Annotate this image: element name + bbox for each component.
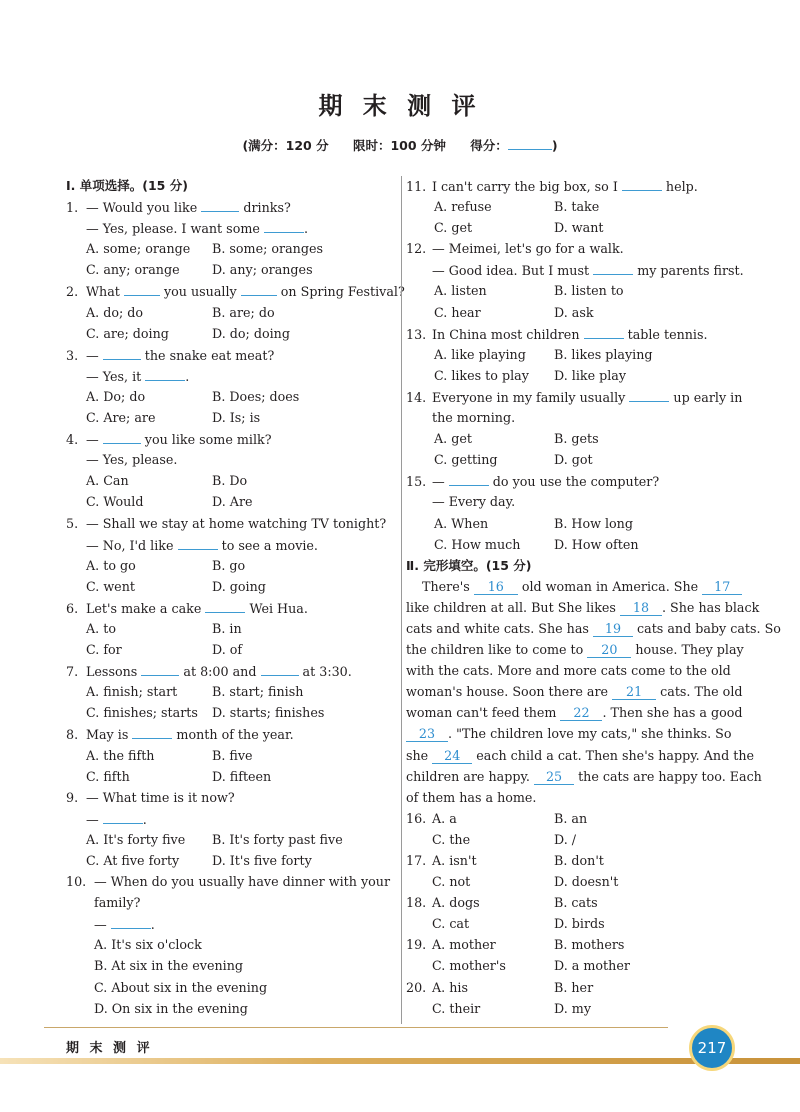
option[interactable]: A. to go xyxy=(86,557,136,573)
cloze-question-18: 18. A. dogs B. cats xyxy=(406,892,736,913)
option[interactable]: A. like playing xyxy=(434,346,526,362)
question-15: 15. — do you use the computer? xyxy=(406,470,736,491)
answer-blank[interactable] xyxy=(124,280,160,296)
option[interactable]: A. get xyxy=(434,431,472,447)
option[interactable]: C. mother's xyxy=(432,958,506,974)
footer-label: 期 末 测 评 xyxy=(66,1041,153,1056)
cloze-question-16: 16. A. a B. an xyxy=(406,808,736,829)
cloze-blank[interactable]: 24 xyxy=(432,748,472,764)
options-row xyxy=(406,534,736,555)
option[interactable]: D. birds xyxy=(554,916,605,932)
option[interactable]: C. went xyxy=(86,578,135,594)
option[interactable]: D. a mother xyxy=(554,958,630,974)
answer-blank[interactable] xyxy=(584,323,624,339)
option[interactable]: A. It's forty five xyxy=(86,831,186,847)
option[interactable]: A. dogs xyxy=(432,895,480,911)
answer-blank[interactable] xyxy=(205,597,245,613)
option[interactable]: A. some; orange xyxy=(86,241,191,257)
option[interactable]: D. any; oranges xyxy=(212,262,313,278)
answer-blank[interactable] xyxy=(141,660,179,676)
option[interactable]: A. do; do xyxy=(86,304,144,320)
options-row xyxy=(406,344,736,365)
option[interactable]: A. Do; do xyxy=(86,388,146,404)
answer-blank[interactable] xyxy=(103,808,143,824)
option[interactable]: B. Does; does xyxy=(212,388,300,404)
option[interactable]: D. got xyxy=(554,452,593,468)
question-10: 10. — When do you usually have dinner with your xyxy=(66,874,391,890)
option[interactable]: C. At five forty xyxy=(86,853,180,868)
option[interactable]: D. / xyxy=(554,831,577,847)
question-5: 5. — Shall we stay at home watching TV tonight? xyxy=(66,515,387,531)
options-row xyxy=(406,913,736,934)
option[interactable]: A. When xyxy=(434,515,489,531)
option[interactable]: C. any; orange xyxy=(86,262,180,278)
cloze-blank[interactable]: 20 xyxy=(587,642,631,658)
full-score: (满分：120 分 xyxy=(242,138,329,153)
cloze-passage: There's 16 old woman in America. She 17 like children at all. But She likes 18 . She has black cats and white cats. She has 19 cats and baby cats. So the children like to come to 20 house. They play with the cats. More and more cats come to the old woman's house. Soon there are 21 cats. The old woman can't feed them 22 . Then she has a good 23 . "The children love my cats," she thinks. So she 24 each child a cat. Then she's happy. And the children are happy. 25 the cats are happy too. Each of them has a home. xyxy=(406,578,781,805)
answer-blank[interactable] xyxy=(629,386,669,402)
cloze-blank[interactable]: 18 xyxy=(620,600,662,616)
options-row xyxy=(406,513,736,534)
option[interactable]: A. refuse xyxy=(434,199,492,215)
cloze-blank[interactable]: 21 xyxy=(612,684,656,700)
answer-blank[interactable] xyxy=(132,723,172,739)
score-blank[interactable] xyxy=(508,134,552,150)
footer-rule xyxy=(44,1027,668,1028)
option[interactable]: C. not xyxy=(432,874,471,890)
options-row xyxy=(406,955,736,976)
cloze-question-19: 19. A. mother B. mothers xyxy=(406,934,736,955)
options-row xyxy=(406,196,736,217)
option[interactable]: C. likes to play xyxy=(434,367,529,383)
option[interactable]: B. five xyxy=(212,747,253,763)
option[interactable]: D. How often xyxy=(554,536,639,552)
cloze-question-17: 17. A. isn't B. don't xyxy=(406,850,736,871)
section2-heading: Ⅱ. 完形填空。(15 分) xyxy=(406,557,532,573)
option[interactable]: A. mother xyxy=(432,937,496,953)
option[interactable]: D. fifteen xyxy=(212,768,272,784)
option[interactable]: B. in xyxy=(212,620,242,636)
cloze-blank[interactable]: 19 xyxy=(593,621,633,637)
answer-blank[interactable] xyxy=(103,344,141,360)
option[interactable]: C. Are; are xyxy=(86,410,156,426)
question-3: 3. — the snake eat meat? xyxy=(66,344,396,365)
options-row xyxy=(66,302,396,323)
option[interactable]: C. getting xyxy=(434,452,498,468)
option[interactable]: A. a xyxy=(432,810,457,826)
option[interactable]: C. their xyxy=(432,1000,481,1016)
answer-blank[interactable] xyxy=(622,175,662,191)
answer-blank[interactable] xyxy=(111,913,151,929)
options-row xyxy=(406,302,736,323)
options-row xyxy=(66,681,396,702)
option[interactable]: A. to xyxy=(86,620,116,636)
options-row xyxy=(406,998,736,1019)
cloze-blank[interactable]: 22 xyxy=(560,705,602,721)
answer-blank[interactable] xyxy=(103,428,141,444)
options-row xyxy=(66,766,396,787)
options-row xyxy=(66,323,396,344)
answer-blank[interactable] xyxy=(264,217,304,233)
option[interactable]: D. going xyxy=(212,578,266,594)
options-row xyxy=(66,829,396,850)
option[interactable]: B. take xyxy=(554,199,600,215)
cloze-blank[interactable]: 23 xyxy=(406,726,448,742)
cloze-question-20: 20. A. his B. her xyxy=(406,977,736,998)
option[interactable]: C. About six in the evening xyxy=(94,979,268,995)
cloze-blank[interactable]: 16 xyxy=(474,579,518,595)
question-11: 11. I can't carry the big box, so I help. xyxy=(406,175,736,196)
answer-blank[interactable] xyxy=(241,280,277,296)
column-divider xyxy=(401,176,402,1024)
option[interactable]: C. are; doing xyxy=(86,325,169,341)
option[interactable]: B. are; do xyxy=(212,304,275,320)
question-8: 8. May is month of the year. xyxy=(66,723,396,744)
option[interactable]: A. finish; start xyxy=(86,684,178,700)
option[interactable]: D. like play xyxy=(554,367,627,383)
option[interactable]: B. don't xyxy=(554,853,604,868)
question-7: 7. Lessons at 8:00 and at 3:30. xyxy=(66,660,396,681)
question-9: 9. — What time is it now? xyxy=(66,789,235,805)
option[interactable]: B. listen to xyxy=(554,283,624,299)
option[interactable]: B. gets xyxy=(554,431,599,447)
options-row xyxy=(406,449,736,470)
time-limit: 限时：100 分钟 xyxy=(352,138,446,153)
option[interactable]: B. some; oranges xyxy=(212,241,323,257)
options-row xyxy=(66,259,396,280)
option[interactable]: D. Are xyxy=(212,494,253,510)
options-row xyxy=(406,871,736,892)
option[interactable]: C. hear xyxy=(434,304,481,320)
option[interactable]: A. Can xyxy=(86,473,129,489)
option[interactable]: D. my xyxy=(554,1000,591,1016)
option[interactable]: B. mothers xyxy=(554,937,625,953)
options-row xyxy=(66,386,396,407)
option[interactable]: C. get xyxy=(434,220,473,236)
options-row xyxy=(66,702,396,723)
option[interactable]: D. starts; finishes xyxy=(212,705,325,721)
option[interactable]: D. It's five forty xyxy=(212,853,312,868)
options-row xyxy=(66,618,396,639)
section1-heading: Ⅰ. 单项选择。(15 分) xyxy=(66,178,188,193)
option[interactable]: B. an xyxy=(554,810,588,826)
options-row xyxy=(66,491,396,512)
score-label: 得分： ) xyxy=(470,138,557,153)
question-6: 6. Let's make a cake Wei Hua. xyxy=(66,597,396,618)
option[interactable]: B. her xyxy=(554,979,594,995)
options-row xyxy=(406,365,736,386)
option[interactable]: D. ask xyxy=(554,304,594,320)
answer-blank[interactable] xyxy=(145,365,185,381)
options-row xyxy=(406,280,736,301)
option[interactable]: D. doesn't xyxy=(554,874,619,890)
option[interactable]: C. cat xyxy=(432,916,470,932)
answer-blank[interactable] xyxy=(593,259,633,275)
page-title: 期 末 测 评 xyxy=(318,92,482,120)
options-row xyxy=(66,555,396,576)
option[interactable]: A. the fifth xyxy=(86,747,155,763)
option[interactable]: D. want xyxy=(554,220,604,236)
option[interactable]: D. of xyxy=(212,642,243,658)
footer-bar xyxy=(0,1058,800,1064)
left-column: Ⅰ. 单项选择。(15 分) 1. — Would you like drinks? — Yes, please. I want some . A. some; orange B. some; oranges C. any; orange D. any; oranges 2. What you usually on Spring Festival? A. do; do B. are; do C. are; doing D. do; doing 3. — the snake eat meat? — Yes, it . A. Do; do B. Does; does C. Are; are D. Is; is 4. — you like some milk? — Yes, please. A. Can B. Do C. Would D. Are 5. — Shall we stay at home watching TV tonight? — No, I'd like to see a movie. A. to go B. go C. went D. going 6. Let's make a cake Wei Hua. A. to B. in C. for D. of 7. Lessons at 8:00 and at 3:30. A. finish; start B. start; finish C. finishes; starts D. starts; finishes 8. May is month of the year. A. the fifth B. five C. fifth D. fifteen 9. — What time is it now? — . A. It's forty five B. It's forty past five C. At five forty D. It's five forty 10. — When do you usually have dinner with your family? — . A. It's six o'clock B. At six in the evening C. About six in the evening D. On six in the evening xyxy=(66,175,396,1019)
right-column: 11. I can't carry the big box, so I help. A. refuse B. take C. get D. want 12. — Meimei, let's go for a walk. — Good idea. But I must my parents first. A. listen B. listen to C. hear D. ask 13. In China most children table tennis. A. like playing B. likes playing C. likes to play D. like play 14. Everyone in my family usually up early in the morning. A. get B. gets C. getting D. got 15. — do you use the computer? — Every day. A. When B. How long C. How much D. How often Ⅱ. 完形填空。(15 分) There's 16 old woman in America. She 17 like children at all. But She likes 18 . She has black cats and white cats. She has 19 cats and baby cats. So the children like to come to 20 house. They play with the cats. More and more cats come to the old woman's house. Soon there are 21 cats. The old woman can't feed them 22 . Then she has a good 23 . "The children love my cats," she thinks. So she 24 each child a cat. Then she's happy. And the children are happy. 25 the cats are happy too. Each of them has a home. 16. A. a B. an C. the D. / 17. A. isn't B. don't C. not D. doesn't 18. A. dogs B. cats C. cat D. birds 19. A. mother B. mothers C. mother's D. a mother 20. A. his B. her C. their D. my xyxy=(406,175,736,1019)
option[interactable]: A. It's six o'clock xyxy=(94,937,202,953)
option[interactable]: B. Do xyxy=(212,473,248,489)
option[interactable]: C. Would xyxy=(86,494,144,510)
options-row xyxy=(406,829,736,850)
option[interactable]: D. Is; is xyxy=(212,410,261,426)
cloze-blank[interactable]: 25 xyxy=(534,769,574,785)
option[interactable]: B. cats xyxy=(554,895,598,911)
question-4: 4. — you like some milk? xyxy=(66,428,396,449)
options-row xyxy=(66,639,396,660)
option[interactable]: C. the xyxy=(432,831,471,847)
option[interactable]: B. At six in the evening xyxy=(94,958,243,974)
options-row xyxy=(406,428,736,449)
answer-blank[interactable] xyxy=(261,660,299,676)
cloze-blank[interactable]: 17 xyxy=(702,579,742,595)
option[interactable]: C. How much xyxy=(434,536,521,552)
question-14: 14. Everyone in my family usually up early in xyxy=(406,386,736,407)
options-row xyxy=(66,850,396,871)
option[interactable]: A. his xyxy=(432,979,468,995)
page-number: 217 xyxy=(689,1025,735,1071)
options-row xyxy=(66,470,396,491)
answer-blank[interactable] xyxy=(449,470,489,486)
option[interactable]: D. do; doing xyxy=(212,325,290,341)
option[interactable]: C. for xyxy=(86,642,122,658)
option[interactable]: C. finishes; starts xyxy=(86,705,198,721)
option[interactable]: A. listen xyxy=(434,283,487,299)
option[interactable]: B. start; finish xyxy=(212,684,304,700)
options-row xyxy=(66,407,396,428)
question-13: 13. In China most children table tennis. xyxy=(406,323,736,344)
options-row xyxy=(66,238,396,259)
option[interactable]: B. It's forty past five xyxy=(212,831,343,847)
option[interactable]: B. How long xyxy=(554,515,633,531)
question-2: 2. What you usually on Spring Festival? xyxy=(66,280,396,301)
exam-info xyxy=(0,134,800,154)
options-row xyxy=(66,745,396,766)
question-1: 1. — Would you like drinks? xyxy=(66,196,396,217)
option[interactable]: B. likes playing xyxy=(554,346,653,362)
options-row xyxy=(406,217,736,238)
option[interactable]: A. isn't xyxy=(432,853,477,868)
answer-blank[interactable] xyxy=(201,196,239,212)
option[interactable]: B. go xyxy=(212,557,246,573)
answer-blank[interactable] xyxy=(178,534,218,550)
options-row xyxy=(66,576,396,597)
question-12: 12. — Meimei, let's go for a walk. xyxy=(406,241,624,257)
option[interactable]: D. On six in the evening xyxy=(94,1000,248,1016)
option[interactable]: C. fifth xyxy=(86,768,130,784)
